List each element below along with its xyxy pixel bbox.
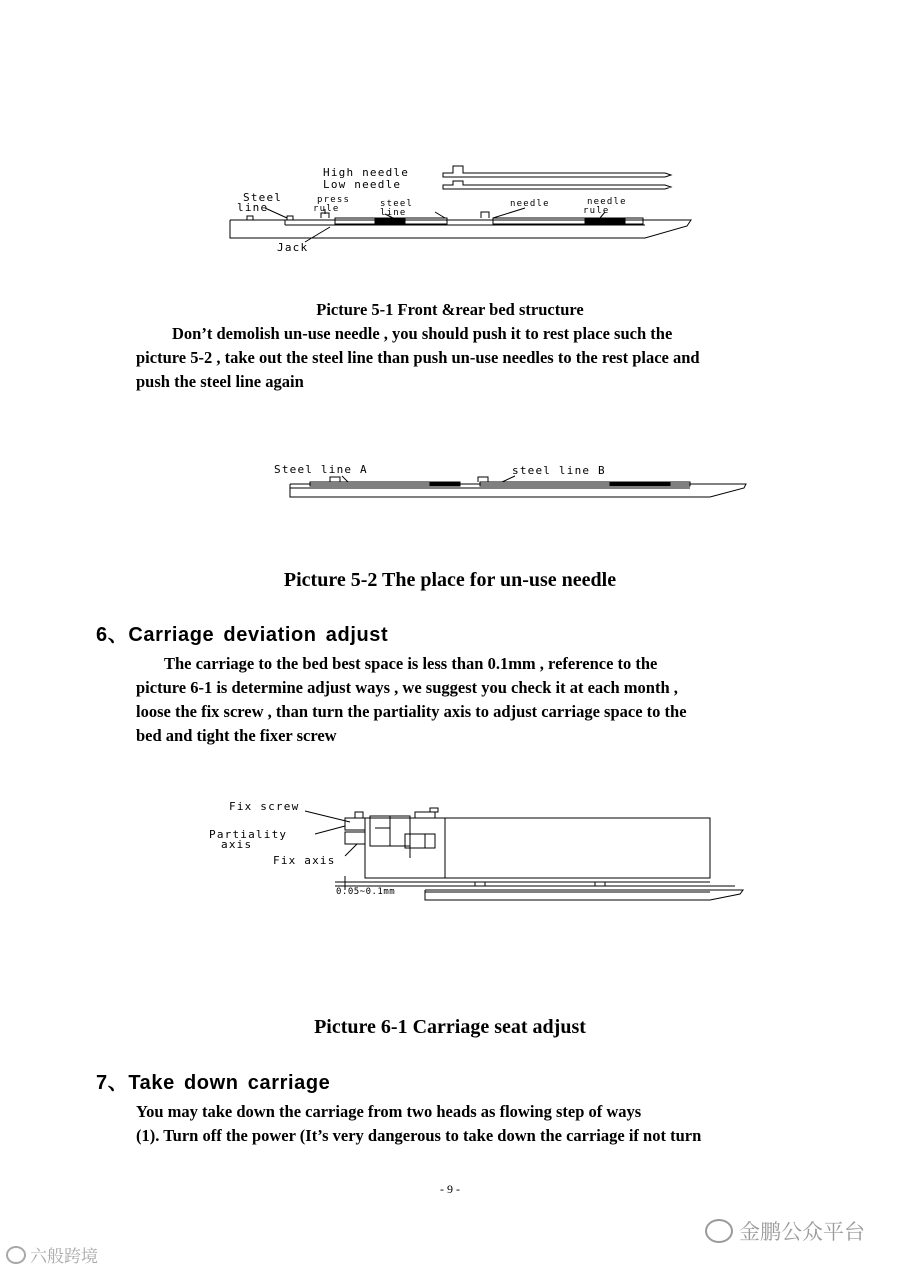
label-steel-line-2: line — [237, 201, 269, 214]
label-steel-line-inner: steel — [380, 199, 414, 209]
paragraph-1-line: push the steel line again — [136, 372, 304, 391]
section-6-line: loose the fix screw , than turn the partiality axis to adjust carriage space to the — [136, 702, 687, 721]
label-steel-line-b: steel line B — [512, 464, 606, 477]
page-number: - 9 - — [440, 1182, 460, 1196]
label-needle-rule: needle — [587, 197, 627, 207]
label-steel-line-inner-2: line — [380, 208, 407, 218]
figure-5-2-diagram — [270, 460, 750, 502]
section-7-line: (1). Turn off the power (It’s very dangerous to take down the carriage if not turn — [136, 1126, 702, 1145]
wechat-icon — [705, 1219, 733, 1243]
low-needle-shape — [443, 181, 671, 189]
section-6-paragraph — [136, 652, 776, 748]
section-7-line: You may take down the carriage from two heads as flowing step of ways — [136, 1102, 642, 1121]
label-needle: needle — [510, 199, 550, 209]
label-press-rule: press — [317, 195, 351, 205]
paragraph-1-line: picture 5-2 , take out the steel line than push un-use needles to the rest place and — [136, 348, 700, 367]
label-partiality-axis: Partiality — [209, 828, 288, 841]
section-7-heading: 7、Take down carriage — [96, 1072, 331, 1094]
watermark-left-text: 六般跨境 — [30, 1247, 98, 1267]
figure-6-1-caption: Picture 6-1 Carriage seat adjust — [314, 1016, 586, 1038]
section-6-line: The carriage to the bed best space is less than 0.1mm , reference to the — [164, 654, 658, 673]
label-steel-line-a: Steel line A — [274, 463, 368, 476]
label-partiality-axis-2: axis — [221, 838, 253, 851]
paragraph-1-line: Don’t demolish un-use needle , you should push it to rest place such the — [172, 324, 673, 343]
section-6-line: picture 6-1 is determine adjust ways , we suggest you check it at each month , — [136, 678, 678, 697]
watermark-left — [6, 1242, 98, 1267]
label-jack: Jack — [277, 241, 309, 254]
figure-5-1-caption: Picture 5-1 Front &rear bed structure — [316, 300, 584, 319]
label-needle-rule-2: rule — [583, 206, 610, 216]
section-7-paragraph — [136, 1100, 776, 1148]
label-gap: 0.05~0.1mm — [336, 887, 396, 897]
watermark-right — [705, 1216, 865, 1246]
figure-5-1-diagram — [225, 160, 695, 260]
label-fix-axis: Fix axis — [273, 854, 336, 867]
label-press-rule-2: rule — [313, 204, 340, 214]
paragraph-1 — [136, 322, 776, 394]
weibo-icon — [6, 1246, 26, 1264]
section-6-heading: 6、Carriage deviation adjust — [96, 624, 389, 646]
label-fix-screw: Fix screw — [229, 800, 300, 813]
label-high-needle: High needle — [323, 166, 410, 179]
figure-6-1-diagram — [205, 798, 750, 906]
label-steel-line: Steel — [243, 191, 283, 204]
watermark-right-text: 金鹏公众平台 — [739, 1220, 865, 1244]
figure-5-2-caption: Picture 5-2 The place for un-use needle — [283, 569, 617, 591]
section-6-line: bed and tight the fixer screw — [136, 726, 337, 745]
high-needle-shape — [443, 166, 671, 177]
label-low-needle: Low needle — [323, 178, 402, 191]
